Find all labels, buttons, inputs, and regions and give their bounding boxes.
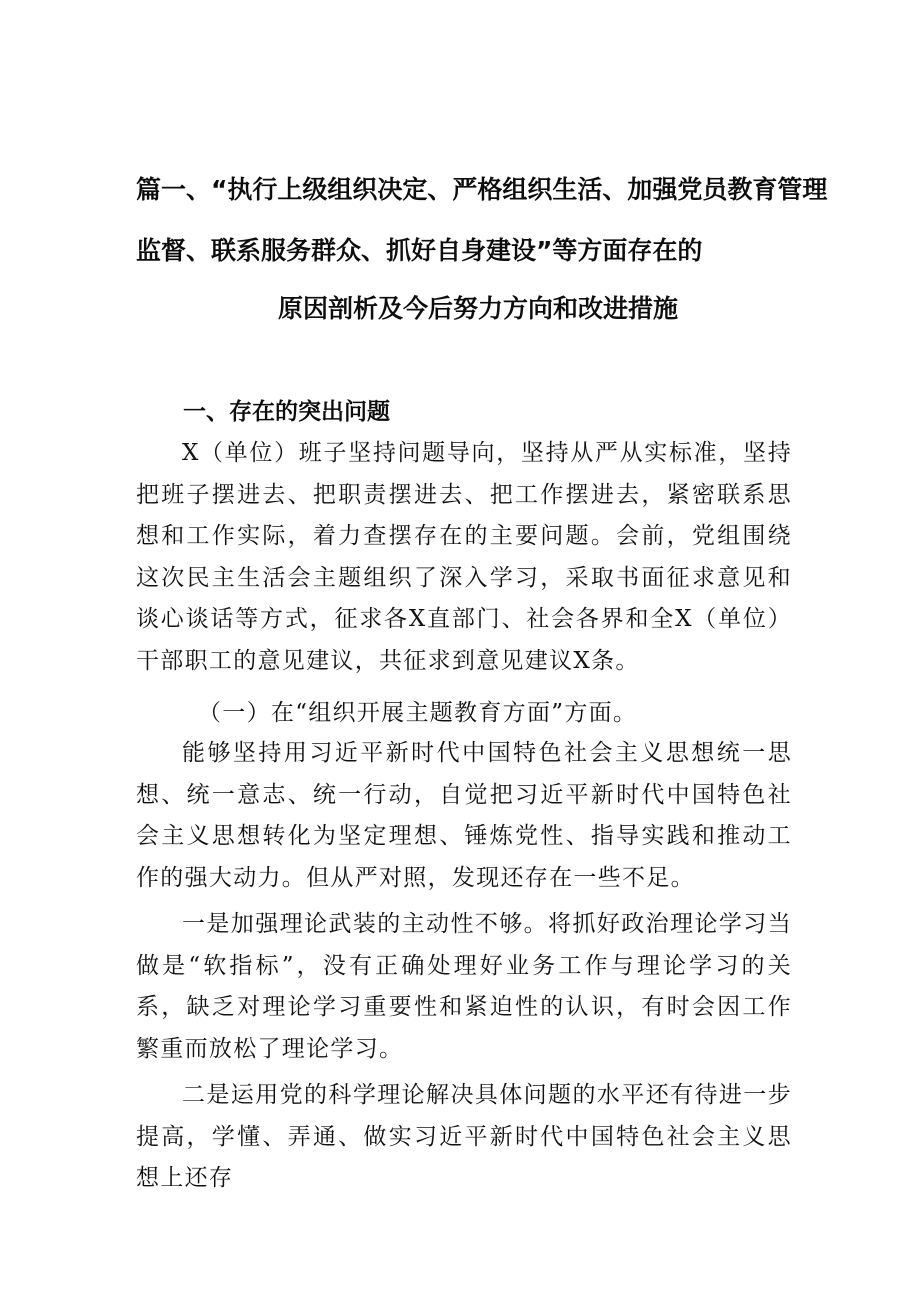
- subsection-paragraph-2: 一是加强理论武装的主动性不够。将抓好政治理论学习当做是“软指标”，没有正确处理好业务工作与理论学习的关系，缺乏对理论学习重要性和紧迫性的认识，有时会因工作繁重而放松了理论学习。: [136, 911, 792, 1062]
- subsection-heading: （一）在“组织开展主题教育方面”方面。: [198, 700, 638, 726]
- document-title-line-1: 篇一、“执行上级组织决定、严格组织生活、加强党员教育管理: [136, 175, 828, 204]
- intro-paragraph: X（单位）班子坚持问题导向，坚持从严从实标准，坚持把班子摆进去、把职责摆进去、把工作摆进去，紧密联系思想和工作实际，着力查摆存在的主要问题。会前，党组围绕这次民主生活会主题组织了深入学习，采取书面征求意见和谈心谈话等方式，征求各X直部门、社会各界和全X（单位）干部职工的意见建议，共征求到意见建议X条。: [136, 440, 792, 674]
- document-title-line-2: 监督、联系服务群众、抓好自身建设”等方面存在的: [136, 236, 703, 265]
- subsection-paragraph-3: 二是运用党的科学理论解决具体问题的水平还有待进一步提高，学懂、弄通、做实习近平新时代中国特色社会主义思想上还存: [136, 1082, 792, 1192]
- subsection-paragraph-1: 能够坚持用习近平新时代中国特色社会主义思想统一思想、统一意志、统一行动，自觉把习近平新时代中国特色社会主义思想转化为坚定理想、锤炼党性、指导实践和推动工作的强大动力。但从严对照，发现还存在一些不足。: [136, 740, 792, 891]
- document-title-line-3: 原因剖析及今后努力方向和改进措施: [278, 294, 679, 323]
- section-heading: 一、存在的突出问题: [183, 399, 390, 425]
